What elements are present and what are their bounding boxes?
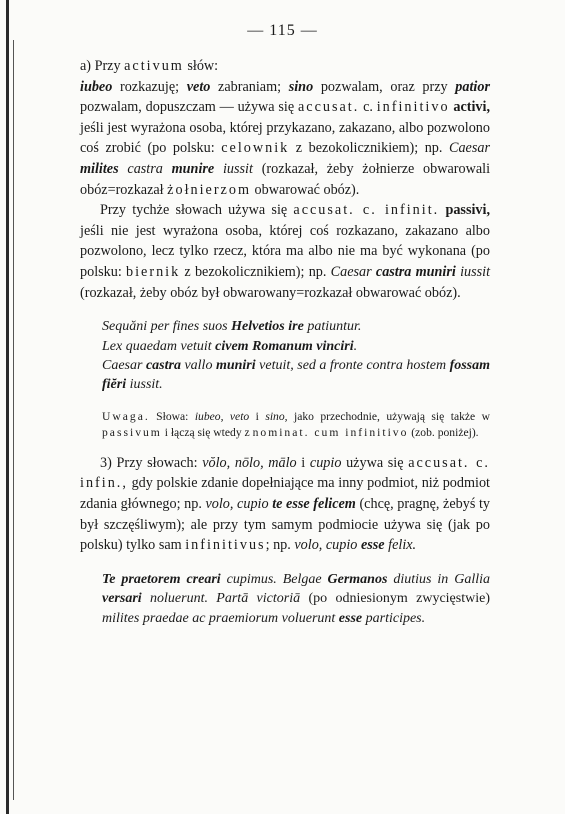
example-text: . [353, 338, 358, 354]
latin-example: Caesar [330, 263, 372, 280]
latin-term: civem [215, 338, 249, 354]
page-number: — 115 — [247, 22, 318, 39]
text-run: z bezokolicznikiem); np. [180, 263, 331, 280]
note-text: i łączą się wtedy z [161, 425, 253, 439]
example-text: vetuit, sed a fronte contra hostem [255, 357, 450, 373]
latin-example: cupimus. Belgae [220, 571, 328, 587]
paragraph-active [80, 77, 490, 201]
example-text: Sequăni per fines suos [102, 319, 232, 335]
latin-term: te [272, 495, 283, 512]
latin-example: diutius in Gallia [387, 571, 491, 587]
spaced-term: infinitivus [185, 537, 266, 554]
latin-term: milites [80, 160, 119, 177]
latin-example: iussit [460, 263, 491, 280]
latin-example: volo, cupio [294, 537, 358, 554]
latin-term: fossam [449, 357, 491, 373]
spaced-term: celownik [221, 140, 290, 157]
page-binding-line [13, 40, 14, 800]
spaced-term: infinitivo [376, 99, 450, 116]
latin-term: muniri [415, 263, 456, 280]
text-run: i [296, 454, 310, 471]
latin-term: creari [186, 571, 221, 587]
latin-example: felix. [388, 537, 417, 554]
example-text: Lex quaedam vetuit [102, 338, 216, 354]
example-text: patiuntur. [303, 319, 362, 335]
text-run: słów: [183, 58, 219, 74]
latin-term: esse [286, 495, 310, 512]
text-run: z bezokolicznikiem); np. [289, 140, 449, 157]
latin-term: ire [288, 319, 304, 335]
text-run: rozkazuję; [112, 78, 187, 95]
text-run: jeśli nie jest wyrażona osoba, której coś rozkazano, zakazano albo pozwolono, lecz tylko rzecz, która ma albo nie ma być wykonana (po polsku: [80, 222, 490, 280]
latin-example: participes. [365, 610, 426, 626]
latin-example: castra [127, 160, 163, 177]
text-run [214, 161, 223, 177]
text-run: pozwalam, oraz przy [313, 78, 456, 95]
example-block-1 [102, 317, 490, 395]
text-run: (chcę, pragnę, żebyś ty był szczęśliwym); ale przy tym samym podmiocie używa się (jak po polsku) tylko sam [80, 495, 491, 554]
latin-term: castra [145, 357, 181, 373]
text-run: c. [359, 99, 377, 116]
example-text: iussit. [126, 377, 163, 393]
spaced-term: passivum [102, 425, 162, 439]
latin-term: Germanos [327, 571, 388, 587]
page-binding-edge [6, 0, 9, 814]
latin-term: Romanum [252, 338, 313, 354]
note-text: (zob. poniżej). [408, 425, 479, 439]
latin-term: munire [171, 160, 215, 177]
latin-example: cupio [309, 454, 342, 471]
paragraph-passive [80, 200, 490, 303]
latin-term: esse [338, 610, 363, 626]
text-run: obwarować obóz). [251, 181, 360, 198]
latin-term: muniri [215, 357, 256, 373]
latin-example: milites praedae ac praemiorum voluerunt [102, 610, 336, 626]
section-a-heading [80, 56, 490, 77]
spaced-term: nominat. cum infinitivo [252, 425, 409, 439]
example-text: vallo [180, 357, 216, 373]
example-text: Caesar [102, 357, 146, 373]
note-text: Słowa: [149, 409, 195, 423]
latin-term: vinciri [316, 338, 354, 354]
latin-term: sino [288, 78, 314, 95]
note-block [102, 409, 490, 441]
text-run: używa się [341, 454, 409, 471]
text-run: gdy polskie zdanie dopełniające ma inny podmiot, niż podmiot zdania głównego; np. [80, 475, 490, 512]
latin-example: iussit [222, 160, 253, 177]
note-label: Uwaga. [102, 409, 150, 423]
paragraph-3 [80, 453, 490, 556]
spaced-term: accusat. c. infinit. [293, 202, 440, 219]
spaced-term: żołnierzom [167, 181, 251, 198]
text-run: a) Przy [80, 58, 125, 74]
spaced-term: activum [124, 58, 184, 74]
text-run: jeśli jest wyrażona osoba, której przykazano, zakazano, albo pozwolono coś zrobić (po polsku: [80, 119, 490, 157]
latin-term: esse [360, 537, 385, 554]
latin-term: praetorem [121, 571, 181, 587]
text-run: zabraniam; [210, 78, 289, 95]
latin-term: Helvetios [231, 319, 285, 335]
latin-term: patior [455, 78, 490, 95]
latin-example: volo, cupio [205, 495, 269, 512]
text-run: ; np. [265, 537, 295, 554]
latin-term: Te [102, 571, 116, 587]
latin-term: felicem [313, 495, 356, 512]
spaced-term: accusat. c. infin., [80, 454, 490, 492]
spaced-term: accusat. [297, 99, 360, 116]
note-text: jako przechodnie, używają się także w [287, 409, 490, 423]
latin-term: veto [186, 78, 211, 95]
latin-example: iubeo, veto [194, 409, 250, 423]
example-block-2 [102, 570, 490, 628]
latin-example: sino, [265, 409, 288, 423]
latin-term: fiĕri [102, 377, 127, 393]
bold-term: activi, [453, 99, 490, 116]
text-run: (rozkazał, żeby żołnierze obwarowali obóz=rozkazał [80, 160, 491, 198]
spaced-term: biernik [126, 263, 181, 280]
latin-example: vŏlo, nōlo, mālo [202, 454, 297, 471]
text-run [163, 161, 172, 177]
page-body [80, 56, 490, 628]
latin-example: Caesar [448, 140, 490, 157]
latin-term: iubeo [80, 78, 113, 95]
text-run: (rozkazał, żeby obóz był obwarowany=rozkazał obwarować obóz). [80, 284, 461, 301]
text-run: pozwalam, dopuszczam — używa się [80, 99, 298, 116]
text-run: Przy tychże słowach używa się [100, 202, 294, 219]
note-text: i [249, 409, 266, 423]
bold-term: passivi, [445, 202, 490, 219]
text-run: 3) Przy słowach: [100, 454, 203, 471]
latin-term: versari [102, 591, 142, 607]
latin-example: noluerunt. Partā victoriā [141, 591, 301, 607]
latin-term: castra [375, 263, 412, 280]
example-text: (po odniesionym zwycięstwie) [300, 591, 490, 607]
